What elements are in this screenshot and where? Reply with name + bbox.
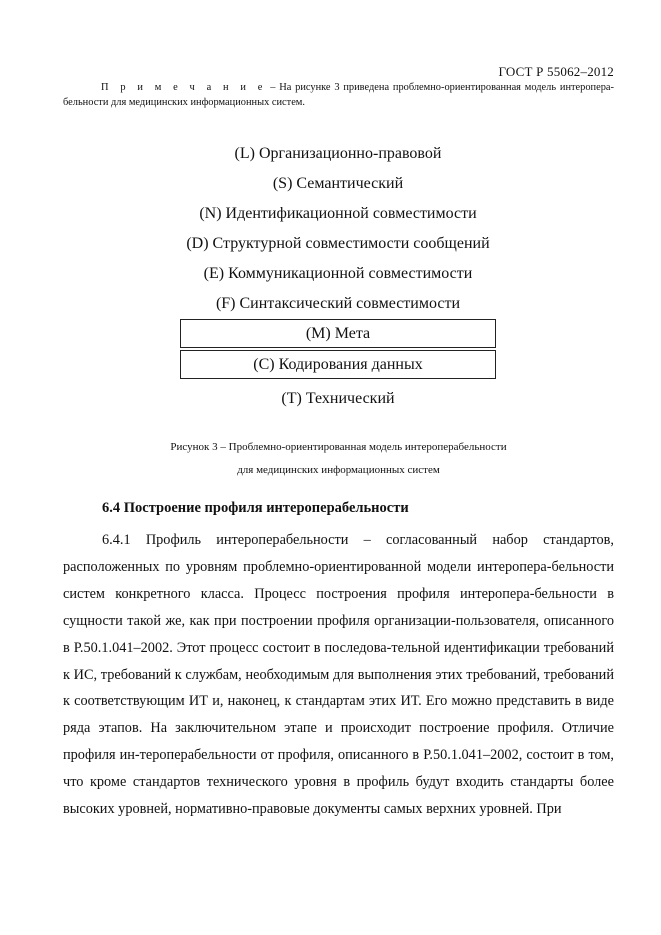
level-data-coding-box: (C) Кодирования данных bbox=[180, 350, 496, 379]
caption-line-1: Рисунок 3 – Проблемно-ориентированная модель интероперабельности bbox=[170, 441, 507, 453]
interoperability-model-figure bbox=[180, 139, 496, 414]
document-code: ГОСТ Р 55062–2012 bbox=[498, 64, 614, 79]
level-meta-box: (M) Мета bbox=[180, 319, 496, 348]
level-structural: (D) Структурной совместимости сообщений bbox=[186, 235, 490, 252]
level-syntactic: (F) Синтаксический совместимости bbox=[215, 295, 461, 312]
level-semantic: (S) Семантический bbox=[272, 175, 404, 192]
note-label: П р и м е ч а н и е bbox=[101, 82, 267, 93]
section-heading: 6.4 Построение профиля интероперабельности bbox=[102, 500, 409, 516]
body-paragraph: 6.4.1 Профиль интероперабельности – согласованный набор стандартов, расположенных по уровням проблемно-ориентированной модели интеропера-бельности систем конкретного класса. Процесс построения профиля интеропера-бельности в сущности такой же, как при построении профиля организации-пользователя, описанного в Р.50.1.041–2002. Этот процесс состоит в последова-тельной идентификации требований к ИС, требований к службам, необходимым для выполнения этих требований, требований к соответствующим ИТ и, наконец, к стандартам этих ИТ. Его можно представить в виде ряда этапов. На заключительном этапе и происходит построение профиля. Отличие профиля ин-тероперабельности от профиля, описанного в Р.50.1.041–2002, состоит в том, что кроме стандартов технического уровня в профиль будут входить стандарты более высоких уровней, нормативно-правовые документы самых верхних уровней. При bbox=[63, 532, 614, 818]
level-identification: (N) Идентификационной совместимости bbox=[199, 205, 477, 222]
figure-caption bbox=[63, 436, 614, 482]
note-text: – На рисунке 3 приведена проблемно-ориентированная модель интеропера-бельности для медицинских информационных систем. bbox=[63, 82, 614, 108]
level-technical: (T) Технический bbox=[281, 390, 395, 407]
level-organizational-legal: (L) Организационно-правовой bbox=[234, 145, 442, 162]
caption-line-2: для медицинских информационных систем bbox=[237, 464, 440, 476]
note bbox=[63, 80, 614, 110]
level-communication: (E) Коммуникационной совместимости bbox=[203, 265, 473, 282]
